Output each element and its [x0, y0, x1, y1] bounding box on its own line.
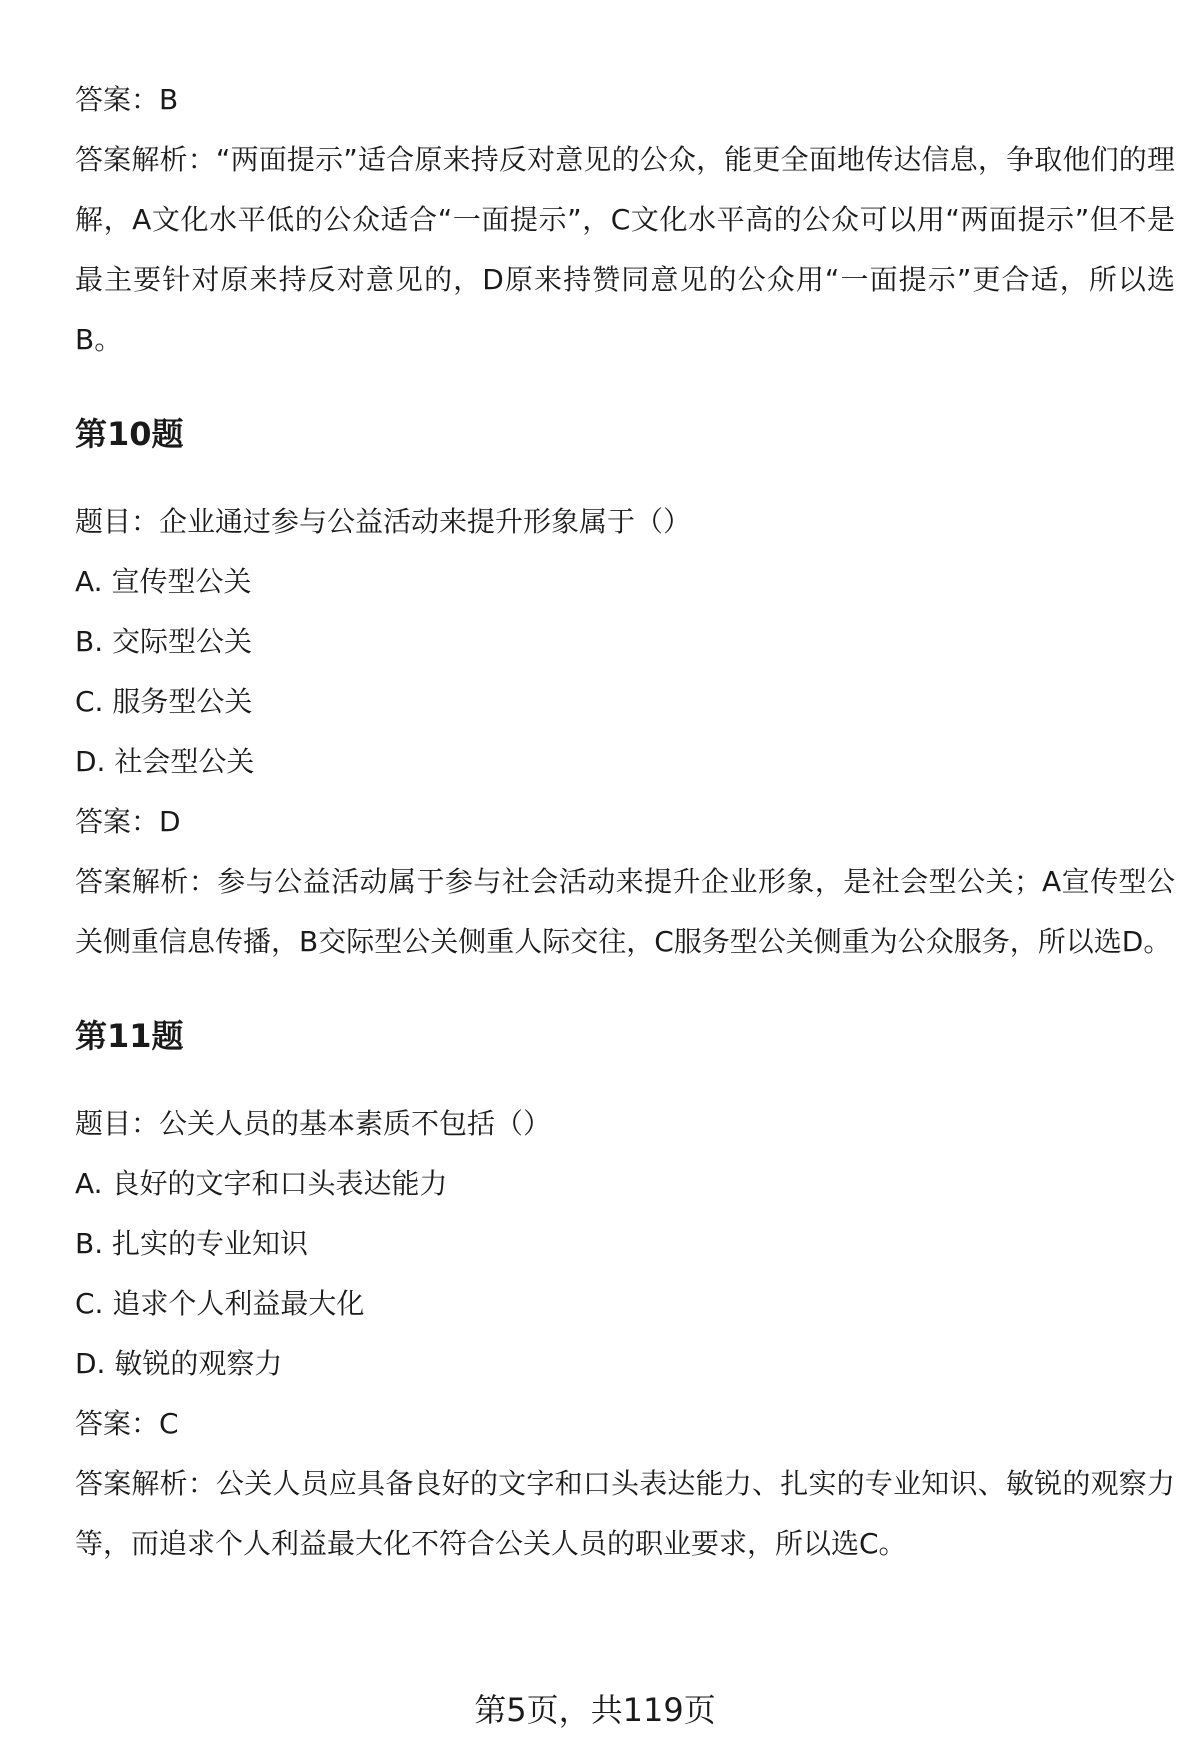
option-a: A. 宣传型公关	[75, 565, 252, 598]
answer: 答案：D	[75, 805, 181, 838]
answer-analysis: 答案解析：“两面提示”适合原来持反对意见的公众，能更全面地传达信息，争取他们的理解，A文化水平低的公众适合“一面提示”，C文化水平高的公众可以用“两面提示”但不是最主要针对原来持反对意见的，D原来持赞同意见的公众用“一面提示”更合适，所以选B。	[75, 143, 1175, 356]
question-heading: 第11题	[75, 1017, 184, 1055]
question-stem: 题目：企业通过参与公益活动来提升形象属于（）	[75, 505, 692, 538]
answer: 答案：B	[75, 83, 179, 116]
option-a: A. 良好的文字和口头表达能力	[75, 1167, 448, 1200]
question-11	[75, 1006, 1175, 1574]
option-c: C. 服务型公关	[75, 685, 253, 718]
answer-analysis: 答案解析：参与公益活动属于参与社会活动来提升企业形象，是社会型公关；A宣传型公关侧重信息传播，B交际型公关侧重人际交往，C服务型公关侧重为公众服务，所以选D。	[75, 865, 1175, 958]
question-stem: 题目：公关人员的基本素质不包括（）	[75, 1107, 552, 1140]
option-d: D. 敏锐的观察力	[75, 1347, 283, 1380]
question-heading: 第10题	[75, 415, 184, 453]
page-number-footer: 第5页，共119页	[474, 1691, 716, 1729]
option-c: C. 追求个人利益最大化	[75, 1287, 365, 1320]
question-10	[75, 404, 1175, 972]
option-b: B. 扎实的专业知识	[75, 1227, 309, 1260]
page-content	[75, 70, 1175, 1574]
answer-analysis: 答案解析：公关人员应具备良好的文字和口头表达能力、扎实的专业知识、敏锐的观察力等，而追求个人利益最大化不符合公关人员的职业要求，所以选C。	[75, 1467, 1175, 1560]
option-b: B. 交际型公关	[75, 625, 253, 658]
answer: 答案：C	[75, 1407, 179, 1440]
option-d: D. 社会型公关	[75, 745, 255, 778]
previous-question-tail	[75, 70, 1175, 370]
